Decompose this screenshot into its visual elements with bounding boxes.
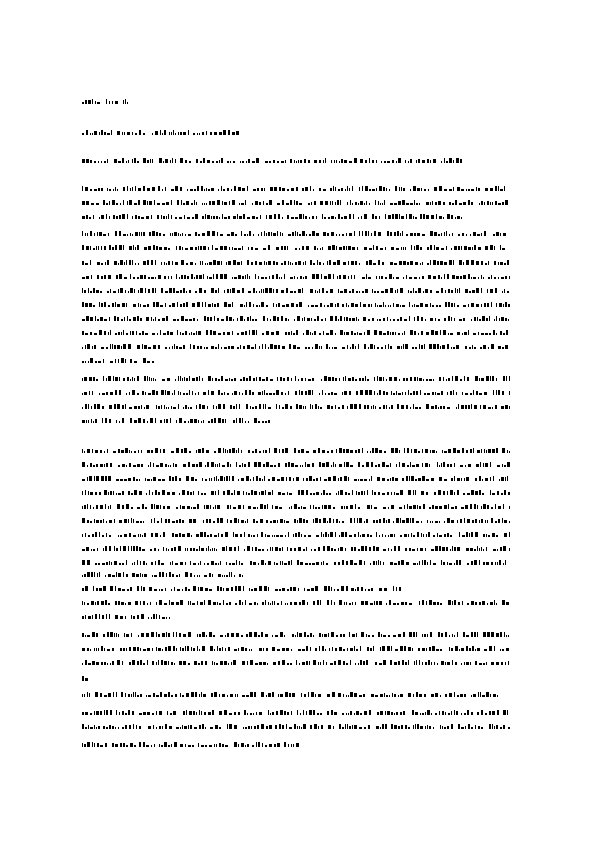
glyph-strokes xyxy=(82,630,510,637)
text-line xyxy=(82,402,510,409)
text-line xyxy=(82,570,244,577)
text-line xyxy=(82,708,510,715)
text-line xyxy=(82,184,510,191)
text-line xyxy=(82,584,402,591)
glyph-strokes xyxy=(82,570,244,577)
glyph-strokes xyxy=(82,612,174,619)
glyph-strokes xyxy=(82,558,510,565)
text-line xyxy=(82,612,174,619)
text-line xyxy=(82,658,510,665)
text-line xyxy=(82,544,510,551)
text-line xyxy=(82,690,498,697)
glyph-strokes xyxy=(82,374,510,381)
text-line xyxy=(82,558,510,565)
text-line xyxy=(82,286,510,293)
glyph-strokes xyxy=(82,286,510,293)
glyph-strokes xyxy=(82,544,510,551)
text-line xyxy=(82,374,510,381)
text-line xyxy=(82,674,88,681)
text-line xyxy=(82,740,300,747)
glyph-strokes xyxy=(82,156,464,163)
glyph-strokes xyxy=(82,243,506,250)
glyph-strokes xyxy=(82,598,510,605)
glyph-strokes xyxy=(82,356,154,363)
text-line xyxy=(82,474,510,481)
text-line xyxy=(82,258,510,265)
text-line xyxy=(82,630,510,637)
glyph-strokes xyxy=(82,258,510,265)
text-line xyxy=(82,212,462,219)
text-line xyxy=(82,644,510,651)
glyph-strokes xyxy=(82,502,510,509)
glyph-strokes xyxy=(82,690,498,697)
text-line xyxy=(82,328,510,335)
glyph-strokes xyxy=(82,314,510,321)
text-line xyxy=(82,460,510,467)
glyph-strokes xyxy=(82,128,242,135)
text-line xyxy=(82,272,510,279)
glyph-strokes xyxy=(82,488,510,495)
glyph-strokes xyxy=(82,658,510,665)
glyph-strokes xyxy=(82,446,510,453)
glyph-strokes xyxy=(82,516,510,523)
glyph-strokes xyxy=(82,212,462,219)
glyph-strokes xyxy=(82,388,510,395)
text-line xyxy=(82,516,510,523)
text-line xyxy=(82,502,510,509)
text-line xyxy=(82,530,510,537)
text-line xyxy=(82,416,272,423)
glyph-strokes xyxy=(82,229,506,236)
text-line xyxy=(82,198,510,205)
subheading-line xyxy=(82,128,242,135)
text-line xyxy=(82,488,510,495)
glyph-strokes xyxy=(82,402,510,409)
glyph-strokes xyxy=(82,708,510,715)
glyph-strokes xyxy=(82,272,510,279)
text-line xyxy=(82,342,510,349)
glyph-strokes xyxy=(82,530,510,537)
glyph-strokes xyxy=(82,674,88,681)
text-line xyxy=(82,314,510,321)
glyph-strokes xyxy=(82,722,510,729)
text-line xyxy=(82,243,506,250)
glyph-strokes xyxy=(82,584,402,591)
text-line xyxy=(82,300,510,307)
glyph-strokes xyxy=(82,740,300,747)
glyph-strokes xyxy=(82,184,510,191)
text-line xyxy=(82,598,510,605)
glyph-strokes xyxy=(82,460,510,467)
text-line xyxy=(82,722,510,729)
heading-line xyxy=(82,97,128,104)
text-line xyxy=(82,446,510,453)
text-line xyxy=(82,229,506,236)
glyph-strokes xyxy=(82,198,510,205)
text-line xyxy=(82,388,510,395)
glyph-strokes xyxy=(82,474,510,481)
glyph-strokes xyxy=(82,300,510,307)
glyph-strokes xyxy=(82,416,272,423)
glyph-strokes xyxy=(82,342,510,349)
text-line xyxy=(82,356,154,363)
glyph-strokes xyxy=(82,97,128,104)
glyph-strokes xyxy=(82,328,510,335)
text-line xyxy=(82,156,464,163)
glyph-strokes xyxy=(82,644,510,651)
